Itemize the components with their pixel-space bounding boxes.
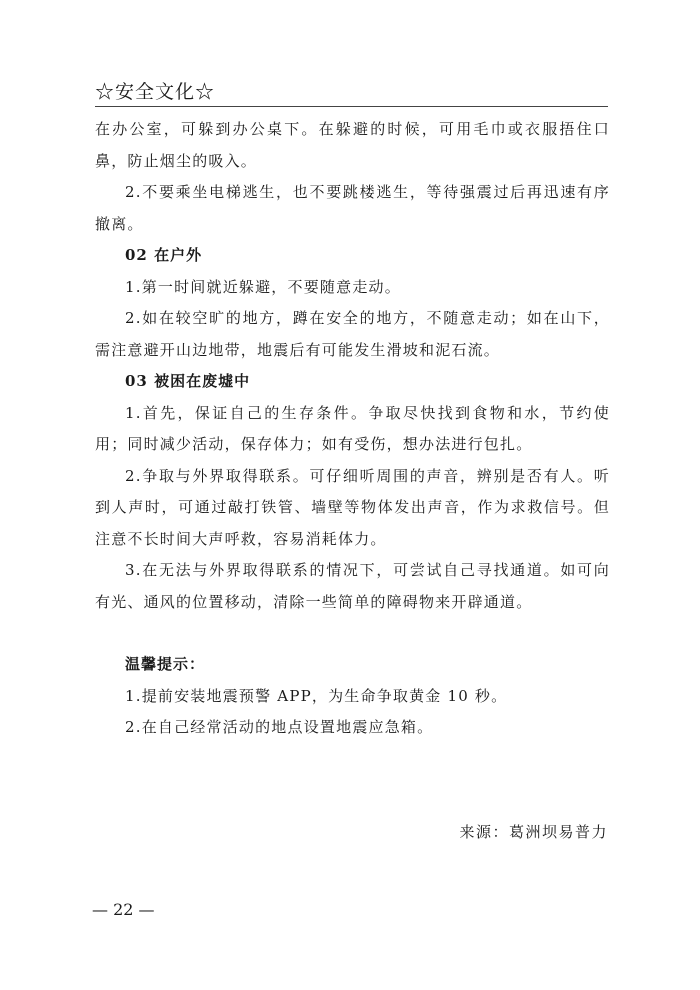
heading-tips: 温馨提示：	[125, 655, 206, 673]
paragraph-take-cover: 1.第一时间就近躲避，不要随意走动。	[125, 277, 401, 296]
paragraph-survival: 1.首先，保证自己的生存条件。争取尽快找到食物和水，节约使用；同时减少活动，保存体力；如有受伤，想办法进行包扎。	[95, 403, 610, 453]
paragraph-office: 在办公室，可躲到办公桌下。在躲避的时候，可用毛巾或衣服捂住口鼻，防止烟尘的吸入。	[95, 120, 610, 170]
paragraph-contact: 2.争取与外界取得联系。可仔细听周围的声音，辨别是否有人。听到人声时，可通过敲打铁管、墙壁等物体发出声音，作为求救信号。但注意不长时间大声呼救，容易消耗体力。	[95, 466, 610, 548]
paragraph-find-exit: 3.在无法与外界取得联系的情况下，可尝试自己寻找通道。如可向有光、通风的位置移动，清除一些简单的障碍物来开辟通道。	[95, 561, 610, 611]
page-number: — 22 —	[92, 900, 155, 919]
header-divider	[95, 106, 608, 107]
article-body	[95, 114, 610, 744]
section-header-title: ☆安全文化☆	[95, 81, 216, 103]
paragraph-open-area: 2.如在较空旷的地方，蹲在安全的地方，不随意走动；如在山下，需注意避开山边地带，地震后有可能发生滑坡和泥石流。	[95, 309, 610, 359]
tip-item: 1.提前安装地震预警 APP，为生命争取黄金 10 秒。	[125, 686, 508, 705]
section-spacer	[95, 618, 610, 649]
source-credit: 来源：葛洲坝易普力	[459, 823, 608, 841]
tip-item: 2.在自己经常活动的地点设置地震应急箱。	[125, 718, 434, 736]
paragraph-no-elevator: 2.不要乘坐电梯逃生，也不要跳楼逃生，等待强震过后再迅速有序撤离。	[95, 183, 610, 233]
heading-trapped: 03 被困在废墟中	[125, 372, 251, 390]
heading-outdoors: 02 在户外	[125, 246, 203, 264]
